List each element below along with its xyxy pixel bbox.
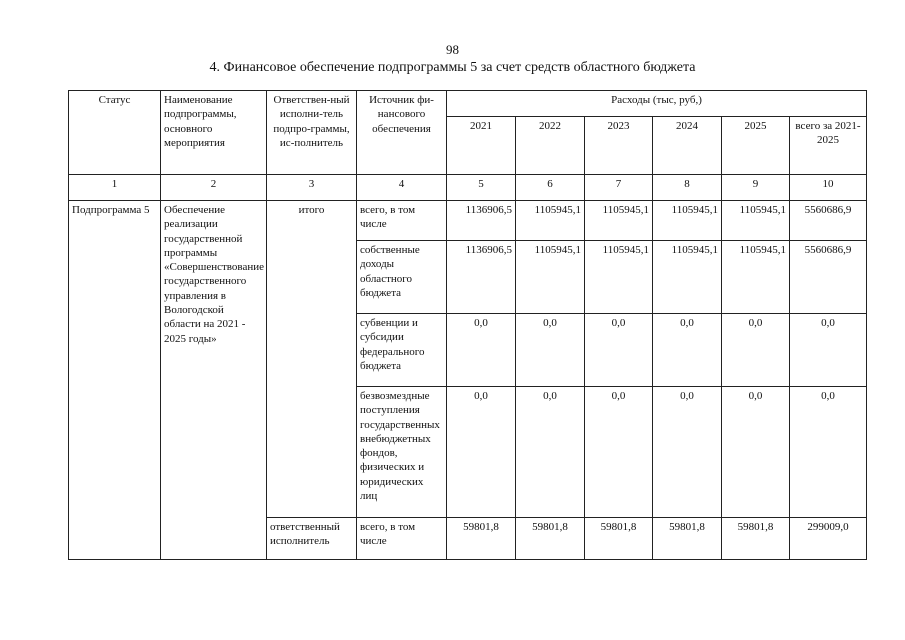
header-responsible: Ответствен-ный исполни-тель подпро-граммы, ис-полнитель [267,91,357,175]
row-responsible-executor: ответственный исполнитель [267,518,357,560]
value-cell-total: 0,0 [790,314,867,387]
header-year-total: всего за 2021-2025 [790,117,867,175]
value-cell: 59801,8 [585,518,653,560]
row-responsible-total: итого [267,201,357,518]
value-cell: 59801,8 [722,518,790,560]
value-cell-total: 5560686,9 [790,201,867,241]
value-cell-total: 299009,0 [790,518,867,560]
value-cell: 1136906,5 [447,201,516,241]
value-cell: 0,0 [653,314,722,387]
col-number: 3 [267,175,357,201]
header-year: 2021 [447,117,516,175]
col-number: 9 [722,175,790,201]
value-cell: 1105945,1 [653,201,722,241]
table-row [69,201,867,241]
value-cell: 0,0 [447,314,516,387]
value-cell: 0,0 [653,387,722,518]
row-status: Подпрограмма 5 [69,201,161,560]
value-cell: 1105945,1 [585,241,653,314]
value-cell: 59801,8 [516,518,585,560]
row-source: безвозмездные поступления государственных внебюджетных фондов, физических и юридических лиц [357,387,447,518]
value-cell: 1136906,5 [447,241,516,314]
value-cell: 59801,8 [447,518,516,560]
col-number: 10 [790,175,867,201]
col-number: 1 [69,175,161,201]
value-cell: 1105945,1 [585,201,653,241]
header-row-1 [69,91,867,117]
header-year: 2023 [585,117,653,175]
value-cell: 1105945,1 [653,241,722,314]
row-source: всего, в том числе [357,201,447,241]
value-cell: 1105945,1 [722,201,790,241]
col-number: 5 [447,175,516,201]
col-number: 2 [161,175,267,201]
document-title: 4. Финансовое обеспечение подпрограммы 5 за счет средств областного бюджета [209,60,696,75]
value-cell: 1105945,1 [516,201,585,241]
row-source: всего, в том числе [357,518,447,560]
row-source: субвенции и субсидии федерального бюджета [357,314,447,387]
value-cell-total: 0,0 [790,387,867,518]
value-cell: 0,0 [516,314,585,387]
value-cell: 0,0 [585,387,653,518]
value-cell: 0,0 [722,314,790,387]
value-cell: 59801,8 [653,518,722,560]
header-source: Источник фи-нансового обеспечения [357,91,447,175]
finance-table [68,90,867,560]
col-number: 8 [653,175,722,201]
header-year: 2024 [653,117,722,175]
header-year: 2025 [722,117,790,175]
header-name: Наименование подпрограммы, основного мероприятия [161,91,267,175]
value-cell: 0,0 [447,387,516,518]
header-row-col-numbers [69,175,867,201]
value-cell: 1105945,1 [722,241,790,314]
col-number: 7 [585,175,653,201]
value-cell: 1105945,1 [516,241,585,314]
header-status: Статус [69,91,161,175]
header-year: 2022 [516,117,585,175]
header-expenses: Расходы (тыс, руб,) [447,91,867,117]
value-cell: 0,0 [516,387,585,518]
value-cell-total: 5560686,9 [790,241,867,314]
col-number: 4 [357,175,447,201]
row-name: Обеспечение реализации государственной программы «Совершенствование государственного управления в Вологодской области на 2021 - 2025 годы» [161,201,267,560]
page-number: 98 [446,42,459,57]
value-cell: 0,0 [722,387,790,518]
col-number: 6 [516,175,585,201]
row-source: собственные доходы областного бюджета [357,241,447,314]
value-cell: 0,0 [585,314,653,387]
